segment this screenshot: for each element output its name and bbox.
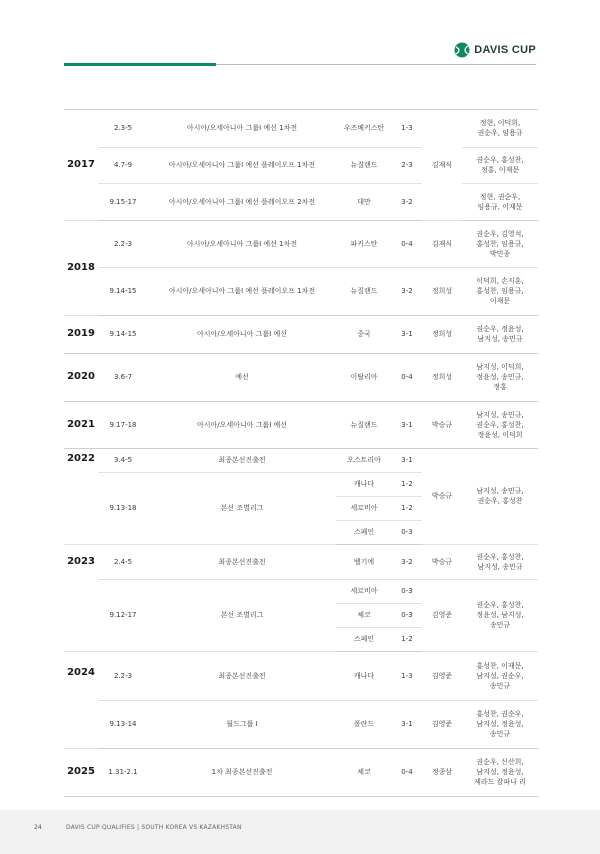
- players-cell: 남지성, 이덕희, 정윤성, 송민규, 정홍: [462, 353, 538, 401]
- players-cell: 권순우, 김영석, 홍성찬, 임용규, 박민종: [462, 220, 538, 267]
- year-cell: 2025: [64, 748, 98, 796]
- opponent-cell: 세르비아: [336, 579, 392, 603]
- date-cell: 3.6-7: [98, 353, 148, 401]
- opponent-cell: 뉴질랜드: [336, 267, 392, 315]
- opponent-cell: 스페인: [336, 520, 392, 544]
- captain-cell: 박승규: [422, 544, 462, 579]
- date-cell: 2.2-3: [98, 220, 148, 267]
- table-row: [64, 748, 538, 796]
- date-cell: 9.13-18: [98, 472, 148, 544]
- table-row: [64, 579, 538, 603]
- players-cell: 권순우, 정윤성, 남지성, 송민규: [462, 315, 538, 353]
- date-cell: 9.13-14: [98, 700, 148, 748]
- score-cell: 2-3: [392, 147, 422, 183]
- round-cell: 본선 조별리그: [148, 472, 336, 544]
- table-row: [64, 401, 538, 448]
- table-row: [64, 544, 538, 579]
- score-cell: 0-3: [392, 603, 422, 627]
- round-cell: 아시아/오세아니아 그룹I 예선 플레이오프 2차전: [148, 183, 336, 220]
- captain-cell: 김영준: [422, 651, 462, 700]
- table-row: [64, 147, 538, 183]
- players-cell: 권순우, 홍성찬, 남지성, 송민규: [462, 544, 538, 579]
- tennis-ball-icon: [454, 42, 470, 58]
- score-cell: 1-3: [392, 110, 422, 147]
- opponent-cell: 캐나다: [336, 472, 392, 496]
- captain-cell: 정희성: [422, 267, 462, 315]
- captain-cell: 김영준: [422, 579, 462, 651]
- captain-cell: 박승규: [422, 448, 462, 544]
- round-cell: 아시아/오세아니아 그룹I 예선 1차전: [148, 110, 336, 147]
- year-cell: 2017: [64, 110, 98, 220]
- score-cell: 1-2: [392, 627, 422, 651]
- opponent-cell: 뉴질랜드: [336, 401, 392, 448]
- year-cell: 2018: [64, 220, 98, 315]
- table-row: [64, 353, 538, 401]
- table-row: [64, 651, 538, 700]
- players-cell: 홍성찬, 이재문, 남지성, 권순우, 송민규: [462, 651, 538, 700]
- score-cell: 3-2: [392, 267, 422, 315]
- round-cell: 최종본선진출전: [148, 448, 336, 472]
- results-table: [64, 110, 538, 797]
- date-cell: 9.15-17: [98, 183, 148, 220]
- opponent-cell: 체코: [336, 748, 392, 796]
- round-cell: 아시아/오세아니아 그룹I 예선 플레이오프 1차전: [148, 267, 336, 315]
- score-cell: 0-4: [392, 220, 422, 267]
- opponent-cell: 벨기에: [336, 544, 392, 579]
- opponent-cell: 중국: [336, 315, 392, 353]
- score-cell: 3-1: [392, 448, 422, 472]
- opponent-cell: 세르비아: [336, 496, 392, 520]
- date-cell: 9.14-15: [98, 267, 148, 315]
- score-cell: 3-1: [392, 315, 422, 353]
- round-cell: 최종본선진출전: [148, 544, 336, 579]
- players-cell: 홍성찬, 권순우, 남지성, 정윤성, 송민규: [462, 700, 538, 748]
- opponent-cell: 대만: [336, 183, 392, 220]
- header-divider: [216, 64, 536, 65]
- table-row: [64, 315, 538, 353]
- score-cell: 0-3: [392, 520, 422, 544]
- date-cell: 3.4-5: [98, 448, 148, 472]
- year-cell: 2020: [64, 353, 98, 401]
- round-cell: 최종본선진출전: [148, 651, 336, 700]
- opponent-cell: 캐나다: [336, 651, 392, 700]
- date-cell: 2.4-5: [98, 544, 148, 579]
- opponent-cell: 뉴질랜드: [336, 147, 392, 183]
- players-cell: 권순우, 신산희, 남지성, 정윤성, 제라드 캄파나 리: [462, 748, 538, 796]
- score-cell: 0-4: [392, 353, 422, 401]
- date-cell: 2.2-3: [98, 651, 148, 700]
- captain-cell: 정종삼: [422, 748, 462, 796]
- header-accent-rule: [64, 63, 216, 66]
- opponent-cell: 이탈리아: [336, 353, 392, 401]
- players-cell: 정현, 이덕희, 권순우, 임용규: [462, 110, 538, 147]
- year-cell: 2024: [64, 651, 98, 748]
- players-cell: 정현, 권순우, 임용규, 이재문: [462, 183, 538, 220]
- footer-text: DAVIS CUP QUALIFIES | SOUTH KOREA VS KAZAKHSTAN: [66, 824, 242, 831]
- players-cell: 남지성, 송민규, 권순우, 홍성찬, 정윤성, 이덕희: [462, 401, 538, 448]
- year-cell: 2023: [64, 544, 98, 651]
- captain-cell: 김재식: [422, 110, 462, 220]
- table-row: [64, 448, 538, 472]
- players-cell: 남지성, 송민규, 권순우, 홍성찬: [462, 448, 538, 544]
- opponent-cell: 체코: [336, 603, 392, 627]
- score-cell: 3-2: [392, 544, 422, 579]
- round-cell: 본선 조별리그: [148, 579, 336, 651]
- score-cell: 1-2: [392, 472, 422, 496]
- round-cell: 1차 최종본선진출전: [148, 748, 336, 796]
- opponent-cell: 오스트리아: [336, 448, 392, 472]
- table-row: [64, 110, 538, 147]
- score-cell: 0-4: [392, 748, 422, 796]
- captain-cell: 박승규: [422, 401, 462, 448]
- date-cell: 9.14-15: [98, 315, 148, 353]
- date-cell: 9.12-17: [98, 579, 148, 651]
- date-cell: 9.17-18: [98, 401, 148, 448]
- captain-cell: 김재식: [422, 220, 462, 267]
- date-cell: 2.3-5: [98, 110, 148, 147]
- opponent-cell: 파키스탄: [336, 220, 392, 267]
- year-cell: 2021: [64, 401, 98, 448]
- year-cell: 2019: [64, 315, 98, 353]
- year-cell: 2022: [64, 448, 98, 544]
- round-cell: 예선: [148, 353, 336, 401]
- captain-cell: 정희성: [422, 353, 462, 401]
- opponent-cell: 스페인: [336, 627, 392, 651]
- table-row: [64, 220, 538, 267]
- date-cell: 4.7-9: [98, 147, 148, 183]
- score-cell: 0-3: [392, 579, 422, 603]
- table-row: [64, 183, 538, 220]
- opponent-cell: 우즈베키스탄: [336, 110, 392, 147]
- captain-cell: 김영준: [422, 700, 462, 748]
- round-cell: 아시아/오세아니아 그룹I 예선: [148, 315, 336, 353]
- page-footer: [0, 810, 600, 854]
- table-row: [64, 267, 538, 315]
- date-cell: 1.31-2.1: [98, 748, 148, 796]
- page-number: 24: [34, 824, 42, 831]
- players-cell: 권순우, 홍성찬, 정홍, 이재문: [462, 147, 538, 183]
- players-cell: 이덕희, 손지훈, 홍성찬, 임용규, 이재문: [462, 267, 538, 315]
- davis-cup-logo: [454, 40, 536, 60]
- round-cell: 아시아/오세아니아 그룹I 예선: [148, 401, 336, 448]
- score-cell: 1-2: [392, 496, 422, 520]
- score-cell: 3-1: [392, 700, 422, 748]
- round-cell: 아시아/오세아니아 그룹I 예선 플레이오프 1차전: [148, 147, 336, 183]
- score-cell: 3-1: [392, 401, 422, 448]
- captain-cell: 정희성: [422, 315, 462, 353]
- table-row: [64, 700, 538, 748]
- round-cell: 아시아/오세아니아 그룹I 예선 1차전: [148, 220, 336, 267]
- players-cell: 권순우, 홍성찬, 정윤성, 남지성, 송민규: [462, 579, 538, 651]
- round-cell: 월드그룹 I: [148, 700, 336, 748]
- opponent-cell: 폴란드: [336, 700, 392, 748]
- score-cell: 1-3: [392, 651, 422, 700]
- score-cell: 3-2: [392, 183, 422, 220]
- logo-text: DAVIS CUP: [474, 44, 536, 56]
